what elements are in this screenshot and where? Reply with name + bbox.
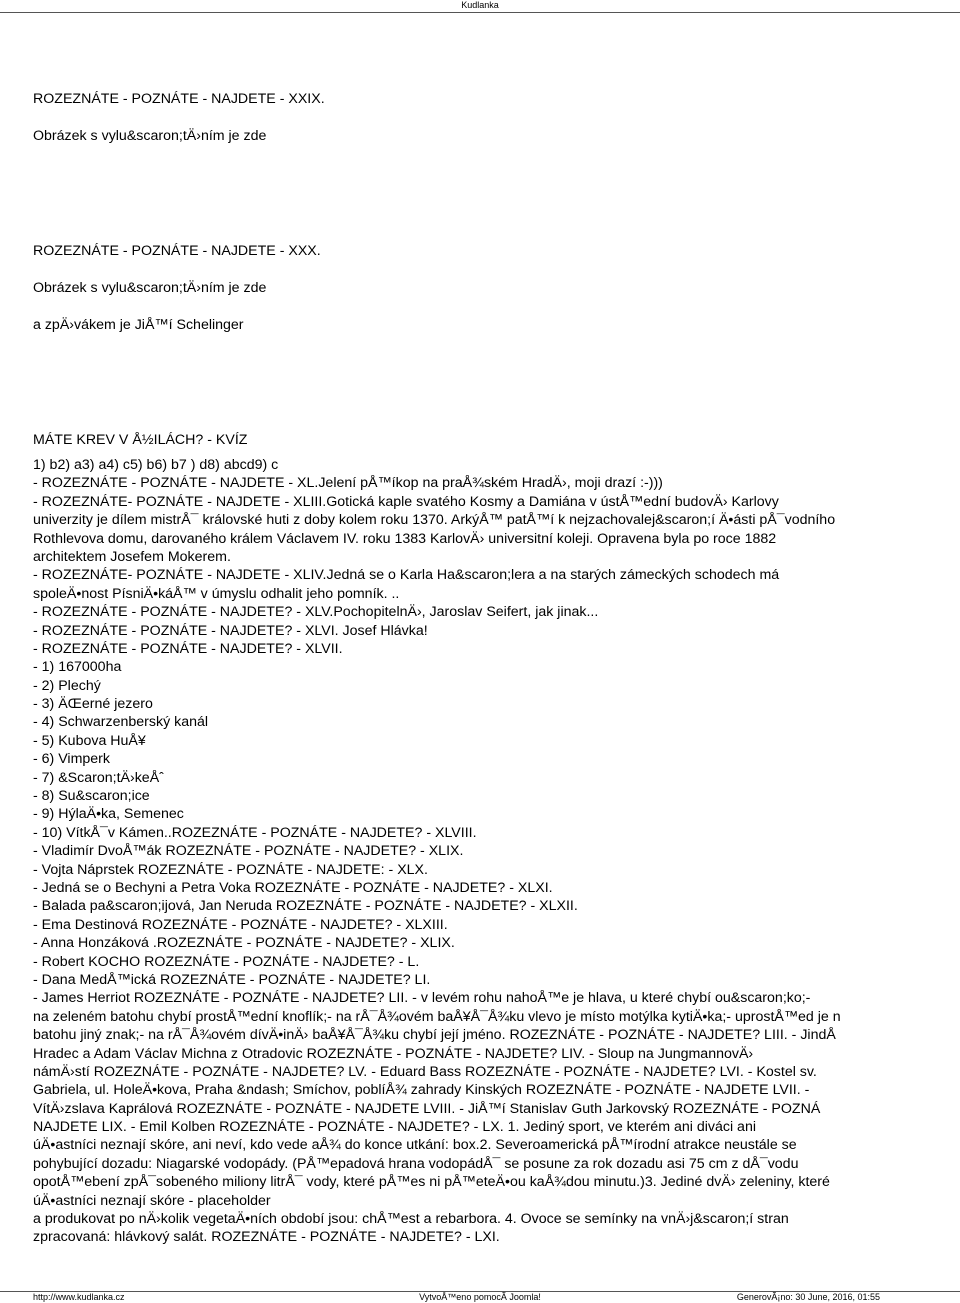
text-line: Gabriela, ul. HoleÄ•kova, Praha &ndash; Smíchov, poblíÅ¾ zahrady Kinských ROZEZNÁTE - POZNÁTE - NAJDETE LVII. -	[33, 1082, 810, 1099]
text-line	[33, 1247, 960, 1265]
text-line: námÄ›stí ROZEZNÁTE - POZNÁTE - NAJDETE? LV. - Eduard Bass ROZEZNÁTE - POZNÁTE - NAJDETE? LVI. - Kostel sv.	[33, 1063, 817, 1080]
page-footer	[0, 1292, 960, 1303]
text-line: úÄ•astníci neznají skóre - placeholder	[33, 1192, 271, 1209]
text-line: - ROZEZNÁTE - POZNÁTE - NAJDETE? - XLVII.	[33, 640, 343, 657]
text-line: 1) b2) a3) a4) c5) b6) b7 ) d8) abcd9) c	[33, 457, 279, 473]
quiz-title: MÁTE KREV V Å½ILÁCH? - KVÍZ	[33, 432, 248, 448]
text-line: - James Herriot ROZEZNÁTE - POZNÁTE - NAJDETE? LII. - v levém rohu nahoÅ™e je hlava, u které chybí ou&scaron;ko;-	[33, 990, 811, 1007]
text-line: - 10) VítkÅ¯v Kámen..ROZEZNÁTE - POZNÁTE - NAJDETE? - XLVIII.	[33, 824, 477, 841]
text-line: a produkovat po nÄ›kolik vegetaÄ•ních období jsou: chÅ™est a rebarbora. 4. Ovoce se semínky na vnÄ›j&scaron;í stran	[33, 1211, 789, 1228]
text-line: - 7) &Scaron;tÄ›keÅˆ	[33, 769, 164, 786]
text-line: - 6) Vimperk	[33, 751, 110, 768]
text-line: - 2) Plechý	[33, 677, 101, 694]
text-line: Hradec a Adam Václav Michna z Otradovic ROZEZNÁTE - POZNÁTE - NAJDETE? LIV. - Sloup na JungmannovÄ›	[33, 1045, 754, 1062]
intro-line: a zpÄ›vákem je JiÅ™í Schelinger	[33, 317, 244, 333]
text-line: - Vladimír DvoÅ™ák ROZEZNÁTE - POZNÁTE - NAJDETE? - XLIX.	[33, 843, 464, 860]
text-line: batohu jiný znak;- na rÅ¯Å¾ovém dívÄ•inÄ› baÅ¥Å¯Å¾ku chybí její jméno. ROZEZNÁTE - POZNÁTE - NAJDETE? LIII. - JindÅ	[33, 1027, 836, 1044]
text-line: - 8) Su&scaron;ice	[33, 788, 150, 805]
footer-generator: VytvoÅ™eno pomocÃ Joomla!	[419, 1292, 541, 1302]
text-line: architektem Josefem Mokerem.	[33, 548, 231, 565]
text-line: Rothlevova domu, darovaného králem Václavem IV. roku 1383 KarlovÄ› universitní koleji. Opravena byla po roce 1882	[33, 530, 777, 547]
page-header	[0, 0, 960, 12]
text-line: na zeleném batohu chybí prostÅ™ední knoflík;- na rÅ¯Å¾ovém baÅ¥Å¯Å¾ku vlevo je místo motýlka kytiÄ•ka;- uprostÅ™ed je n	[33, 1008, 841, 1025]
text-line: - 5) Kubova HuÅ¥	[33, 732, 146, 749]
text-line: - Jedná se o Bechyni a Petra Voka ROZEZNÁTE - POZNÁTE - NAJDETE? - XLXI.	[33, 879, 553, 896]
intro-line: ROZEZNÁTE - POZNÁTE - NAJDETE - XXX.	[33, 243, 321, 259]
text-line: - Dana MedÅ™ická ROZEZNÁTE - POZNÁTE - NAJDETE? LI.	[33, 971, 431, 988]
text-line: opotÅ™ebení zpÅ¯sobeného miliony litrÅ¯ vody, které pÅ™es ni pÅ™eteÄ•ou kaÅ¾dou minutu.)3. Jediné dvÄ› zeleniny, které	[33, 1174, 830, 1191]
text-line: - 3) ÄŒerné jezero	[33, 696, 153, 713]
text-line: - Balada pa&scaron;ijová, Jan Neruda ROZEZNÁTE - POZNÁTE - NAJDETE? - XLXII.	[33, 898, 578, 915]
intro-line: Obrázek s vylu&scaron;tÄ›ním je zde	[33, 128, 267, 144]
text-line: zpracovaná: hlávkový salát. ROZEZNÁTE - POZNÁTE - NAJDETE? - LXI.	[33, 1229, 500, 1246]
intro-line: Obrázek s vylu&scaron;tÄ›ním je zde	[33, 280, 267, 296]
text-line: - ROZEZNÁTE- POZNÁTE - NAJDETE - XLIV.Jedná se o Karla Ha&scaron;lera a na starých zámeckých schodech má	[33, 567, 780, 584]
text-line: - Vojta Náprstek ROZEZNÁTE - POZNÁTE - NAJDETE: - XLX.	[33, 861, 428, 878]
text-line: VítÄ›zslava Kaprálová ROZEZNÁTE - POZNÁTE - NAJDETE LVIII. - JiÅ™í Stanislav Guth Jarkovský ROZEZNÁTE - POZNÁ	[33, 1100, 821, 1117]
footer-site-url[interactable]: http://www.kudlanka.cz	[33, 1292, 125, 1302]
text-line: - ROZEZNÁTE - POZNÁTE - NAJDETE? - XLV.PochopitelnÄ›, Jaroslav Seifert, jak jinak...	[33, 604, 599, 621]
text-line: úÄ•astníci neznají skóre, ani neví, kdo vede aÅ¾ do konce utkání: box.2. Severoamerická pÅ™írodní atrakce neustále se	[33, 1137, 797, 1154]
text-line: - Ema Destinová ROZEZNÁTE - POZNÁTE - NAJDETE? - XLXIII.	[33, 916, 448, 933]
text-line: - 1) 167000ha	[33, 659, 122, 676]
site-title: Kudlanka	[461, 0, 499, 10]
text-line: - Anna Honzáková .ROZEZNÁTE - POZNÁTE - NAJDETE? - XLIX.	[33, 935, 455, 952]
header-divider	[0, 12, 960, 13]
footer-generated-date: GenerovÃ¡no: 30 June, 2016, 01:55	[736, 1292, 880, 1302]
intro-line: ROZEZNÁTE - POZNÁTE - NAJDETE - XXIX.	[33, 91, 325, 107]
text-line: univerzity je dílem mistrÅ¯ královské huti z doby kolem roku 1370. ArkýÅ™ patÅ™í k nejzachovalej&scaron;í Ä•ásti pÅ¯vodního	[33, 512, 836, 529]
text-line: - ROZEZNÁTE - POZNÁTE - NAJDETE - XL.Jelení pÅ™íkop na praÅ¾ském HradÄ›, moji drazí :-)))	[33, 475, 663, 492]
text-line: - 9) HýlaÄ•ka, Semenec	[33, 806, 184, 823]
text-line: - Robert KOCHO ROZEZNÁTE - POZNÁTE - NAJDETE? - L.	[33, 953, 420, 970]
text-line: - ROZEZNÁTE - POZNÁTE - NAJDETE? - XLVI. Josef Hlávka!	[33, 622, 428, 639]
text-line: NAJDETE LIX. - Emil Kolben ROZEZNÁTE - POZNÁTE - NAJDETE? - LX. 1. Jediný sport, ve kterém ani diváci ani	[33, 1119, 756, 1136]
text-line: pohybující dozadu: Niagarské vodopády. (PÅ™epadová hrana vodopádÅ¯ se posune za rok dozadu asi 75 cm z dÅ¯vodu	[33, 1155, 799, 1172]
text-line: spoleÄ•nost PísniÄ•káÅ™ v úmyslu odhalit jeho pomník. ..	[33, 585, 400, 602]
text-line: - 4) Schwarzenberský kanál	[33, 714, 209, 731]
answers-list	[33, 456, 960, 1265]
text-line: - ROZEZNÁTE- POZNÁTE - NAJDETE - XLIII.Gotická kaple svatého Kosmy a Damiána v ústÅ™ední budovÄ› Karlovy	[33, 493, 779, 510]
